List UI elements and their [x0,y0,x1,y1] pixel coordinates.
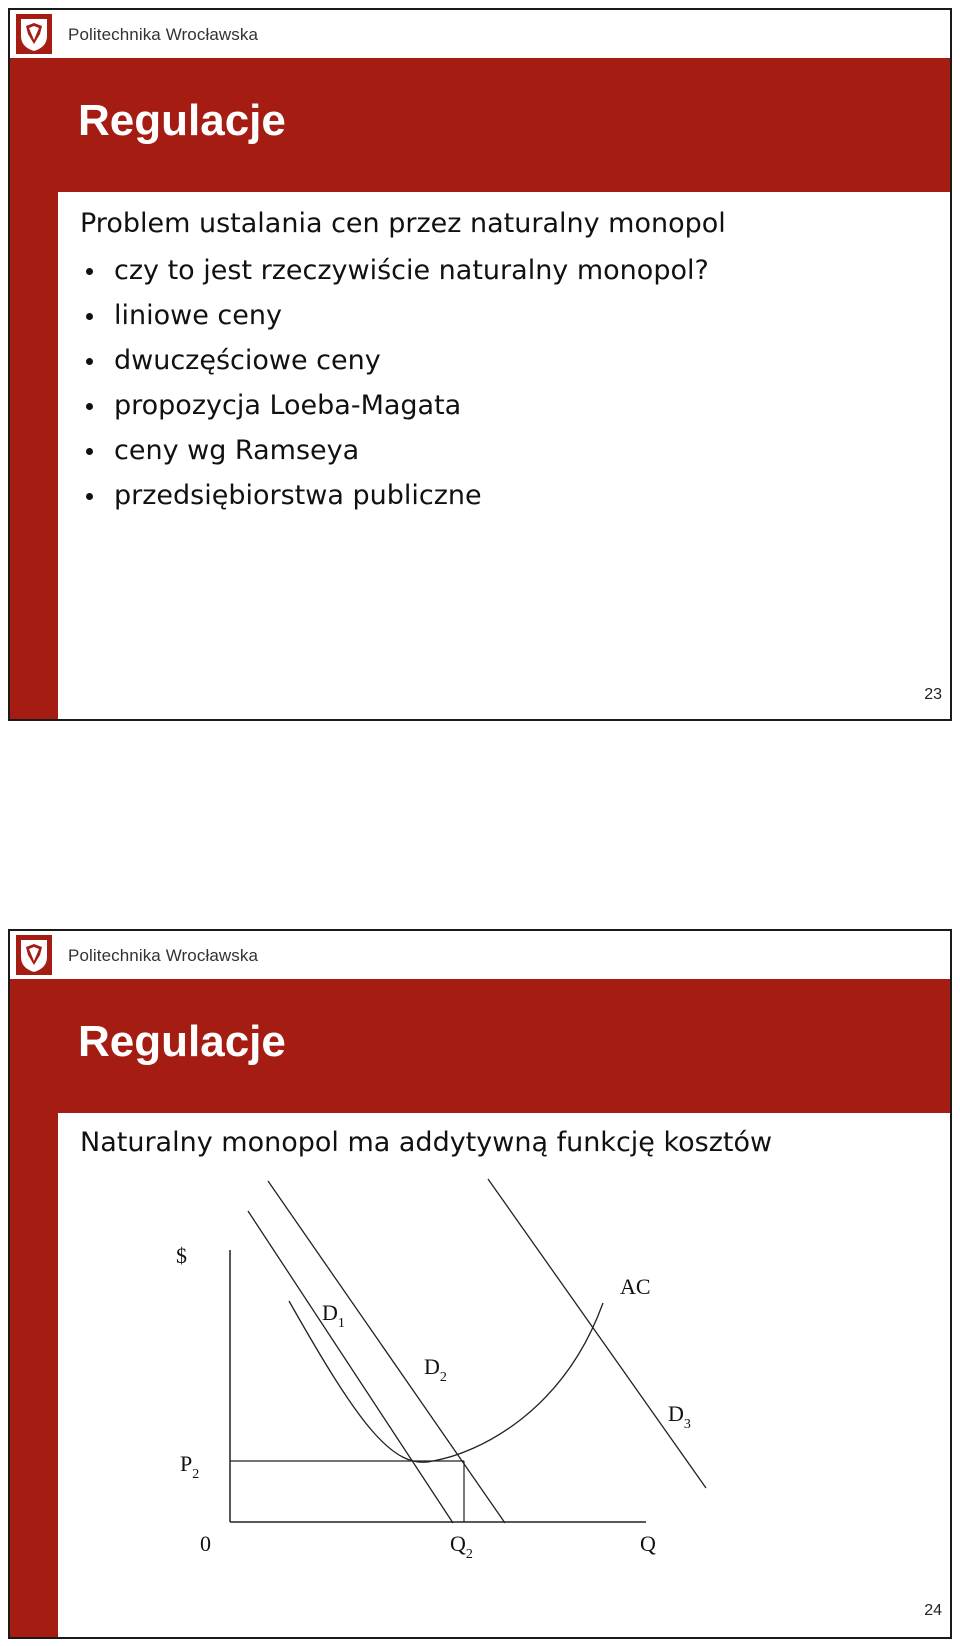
d1-label: $D_1$ [322,1300,345,1331]
university-name: Politechnika Wrocławska [68,946,259,965]
bullet-item: dwuczęściowe ceny [82,344,709,389]
bullet-dot-icon [86,403,93,410]
logo-header [10,931,950,979]
bullet-dot-icon [86,493,93,500]
university-crest-icon [16,935,52,975]
bullet-item: liniowe ceny [82,299,709,344]
lead-text: Problem ustalania cen przez naturalny monopol [80,208,726,239]
natural-monopol-chart [58,1113,952,1639]
page-number: 24 [924,1602,942,1619]
d2-label: $D_2$ [424,1354,447,1385]
d3-label: $D_3$ [668,1401,691,1432]
bullet-item: propozycja Loeba-Magata [82,389,709,434]
ac-label: AC [620,1274,651,1299]
bullet-item: ceny wg Ramseya [82,434,709,479]
bullet-dot-icon [86,268,93,275]
university-crest-icon [16,14,52,54]
logo-header [10,10,950,58]
origin-label: 0 [200,1531,211,1556]
d2-line [248,1211,453,1523]
bullet-item: czy to jest rzeczywiście naturalny monopol? [82,254,709,299]
bullet-item: przedsiębiorstwa publiczne [82,479,709,524]
y-axis-label: $ [176,1243,187,1268]
lead-text: Naturalny monopol ma addytywną funkcję kosztów [80,1127,773,1158]
page-number: 23 [924,686,942,703]
university-name: Politechnika Wrocławska [68,25,259,44]
slide-title: Regulacje [78,1017,286,1066]
bullet-dot-icon [86,448,93,455]
q2-label: $Q_2$ [450,1531,473,1562]
p2-label: $P_2$ [180,1451,200,1482]
left-red-strip [10,10,58,719]
bullet-dot-icon [86,358,93,365]
d3-line [488,1179,706,1488]
bullet-dot-icon [86,313,93,320]
left-red-strip [10,931,58,1637]
slide-23 [8,8,952,721]
bullet-list [82,254,709,524]
slide-24 [8,929,952,1639]
x-axis-label: Q [640,1531,656,1556]
slide-title: Regulacje [78,96,286,145]
d1-line [268,1181,505,1523]
